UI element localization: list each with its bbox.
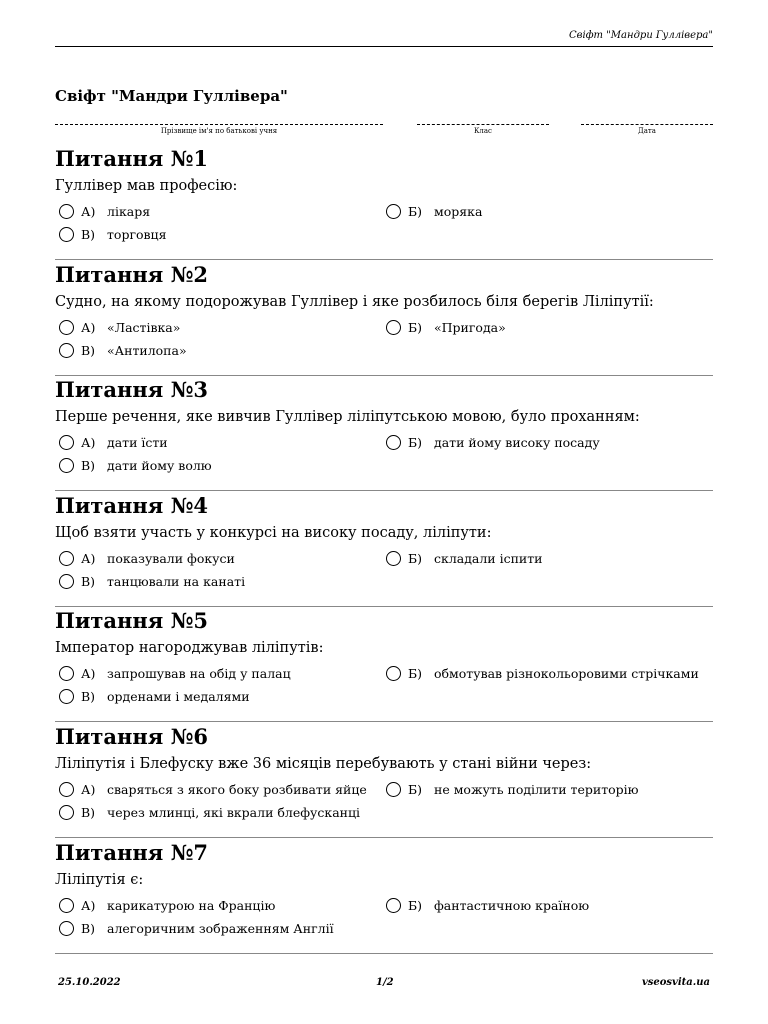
question-title: Питання №1: [55, 146, 209, 171]
radio-icon[interactable]: [59, 666, 74, 681]
option-letter: А): [81, 550, 96, 566]
answer-option-c[interactable]: [59, 921, 334, 936]
footer-page-number: 1/2: [376, 977, 394, 988]
option-letter: Б): [408, 319, 423, 335]
radio-icon[interactable]: [59, 343, 74, 358]
radio-icon[interactable]: [59, 227, 74, 242]
question-5: [55, 608, 713, 722]
radio-icon[interactable]: [59, 574, 74, 589]
class-caption: Клас: [474, 127, 492, 135]
option-text: моряка: [434, 204, 483, 219]
radio-icon[interactable]: [386, 320, 401, 335]
option-letter: Б): [408, 204, 423, 219]
radio-icon[interactable]: [386, 782, 401, 797]
radio-icon[interactable]: [59, 320, 74, 335]
class-line[interactable]: [417, 114, 549, 125]
radio-icon[interactable]: [59, 458, 74, 473]
radio-icon[interactable]: [386, 551, 401, 566]
student-name-field[interactable]: [55, 114, 383, 135]
option-letter: Б): [408, 666, 423, 682]
radio-icon[interactable]: [59, 782, 74, 797]
option-letter: А): [81, 897, 96, 913]
option-letter: Б): [408, 897, 423, 913]
answer-option-c[interactable]: [59, 458, 212, 473]
question-title: Питання №3: [55, 377, 209, 403]
option-letter: В): [81, 227, 96, 242]
option-text: танцювали на канаті: [107, 573, 246, 589]
question-title: Питання №2: [55, 261, 209, 287]
option-letter: А): [81, 781, 96, 797]
option-text: фантастичною країною: [434, 897, 590, 913]
answer-option-a[interactable]: [59, 666, 291, 681]
date-caption: Дата: [638, 127, 656, 135]
radio-icon[interactable]: [59, 435, 74, 450]
option-text: показували фокуси: [107, 550, 235, 566]
class-field[interactable]: [417, 114, 549, 135]
answer-option-b[interactable]: [386, 782, 639, 797]
option-text: обмотував різнокольоровими стрічками: [434, 666, 699, 682]
question-text: Судно, на якому подорожував Гуллівер і яке розбилось біля берегів Ліліпутії:: [55, 293, 654, 310]
answer-option-c[interactable]: [59, 574, 245, 589]
option-letter: В): [81, 804, 96, 820]
option-text: лікаря: [107, 204, 151, 219]
radio-icon[interactable]: [59, 898, 74, 913]
answer-option-c[interactable]: [59, 343, 187, 358]
option-text: карикатурою на Францію: [107, 897, 276, 913]
answer-option-b[interactable]: [386, 204, 482, 219]
footer-site: vseosvita.ua: [641, 977, 710, 988]
answer-option-a[interactable]: [59, 435, 168, 450]
option-text: «Антилопа»: [107, 342, 187, 358]
question-text: Гуллівер мав професію:: [55, 178, 238, 194]
option-letter: Б): [408, 550, 423, 566]
option-letter: А): [81, 666, 96, 682]
option-text: алегоричним зображенням Англії: [107, 920, 334, 936]
answer-option-c[interactable]: [59, 805, 360, 820]
radio-icon[interactable]: [59, 689, 74, 704]
option-letter: В): [81, 920, 96, 936]
question-2: [55, 262, 713, 376]
running-header: [55, 30, 713, 47]
question-text: Перше речення, яке вивчив Гуллівер ліліпутською мовою, було проханням:: [55, 409, 640, 426]
option-text: запрошував на обід у палац: [107, 666, 291, 682]
option-text: дати йому волю: [107, 458, 212, 474]
option-letter: В): [81, 342, 96, 358]
answer-option-b[interactable]: [386, 666, 699, 681]
option-letter: Б): [408, 435, 423, 451]
radio-icon[interactable]: [59, 551, 74, 566]
option-text: орденами і медалями: [107, 689, 250, 705]
question-text: Щоб взяти участь у конкурсі на високу посаду, ліліпути:: [55, 524, 492, 541]
radio-icon[interactable]: [386, 666, 401, 681]
answer-option-b[interactable]: [386, 551, 543, 566]
question-text: Ліліпутія і Блефуску вже 36 місяців перебувають у стані війни через:: [55, 755, 592, 772]
answer-option-b[interactable]: [386, 898, 589, 913]
question-title: Питання №6: [55, 723, 209, 749]
question-6: [55, 724, 713, 838]
option-text: складали іспити: [434, 550, 543, 566]
option-letter: В): [81, 689, 96, 705]
question-3: [55, 377, 713, 491]
answer-option-b[interactable]: [386, 435, 600, 450]
student-name-line[interactable]: [55, 114, 383, 125]
answer-option-c[interactable]: [59, 689, 250, 704]
question-title: Питання №7: [55, 839, 209, 865]
running-title: Свіфт "Мандри Гуллівера": [569, 30, 713, 41]
document-title: Свіфт "Мандри Гуллівера": [55, 87, 288, 105]
question-list: [55, 146, 713, 955]
footer-date: 25.10.2022: [58, 977, 121, 988]
answer-option-a[interactable]: [59, 320, 180, 335]
question-text: Імператор нагороджував ліліпутів:: [55, 640, 324, 657]
question-title: Питання №5: [55, 608, 209, 634]
answer-option-a[interactable]: [59, 898, 275, 913]
option-text: «Пригода»: [434, 319, 506, 335]
radio-icon[interactable]: [59, 805, 74, 820]
question-1: [55, 146, 713, 260]
question-title: Питання №4: [55, 492, 209, 518]
date-line[interactable]: [581, 114, 713, 125]
question-7: [55, 840, 713, 954]
answer-option-a[interactable]: [59, 782, 367, 797]
student-name-caption: Прізвище ім'я по батькові учня: [160, 127, 278, 135]
option-text: торговця: [107, 227, 167, 242]
question-text: Ліліпутія є:: [55, 871, 144, 888]
option-letter: В): [81, 573, 96, 589]
option-text: дати їсти: [107, 435, 168, 451]
option-letter: Б): [408, 781, 423, 797]
option-text: дати йому високу посаду: [434, 435, 600, 451]
option-text: «Ластівка»: [107, 319, 181, 335]
option-letter: А): [81, 204, 96, 219]
radio-icon[interactable]: [386, 435, 401, 450]
answer-option-a[interactable]: [59, 551, 235, 566]
option-letter: А): [81, 319, 96, 335]
option-letter: А): [81, 435, 96, 451]
option-text: не можуть поділити територію: [434, 781, 639, 797]
question-4: [55, 493, 713, 607]
answer-option-c[interactable]: [59, 227, 166, 242]
radio-icon[interactable]: [386, 898, 401, 913]
student-info-fields: [55, 114, 713, 138]
radio-icon[interactable]: [386, 204, 401, 219]
radio-icon[interactable]: [59, 921, 74, 936]
answer-option-b[interactable]: [386, 320, 506, 335]
option-text: сваряться з якого боку розбивати яйце: [107, 781, 367, 797]
date-field[interactable]: [581, 114, 713, 135]
option-text: через млинці, які вкрали блефусканці: [107, 804, 361, 820]
answer-option-a[interactable]: [59, 204, 150, 219]
option-letter: В): [81, 458, 96, 474]
radio-icon[interactable]: [59, 204, 74, 219]
